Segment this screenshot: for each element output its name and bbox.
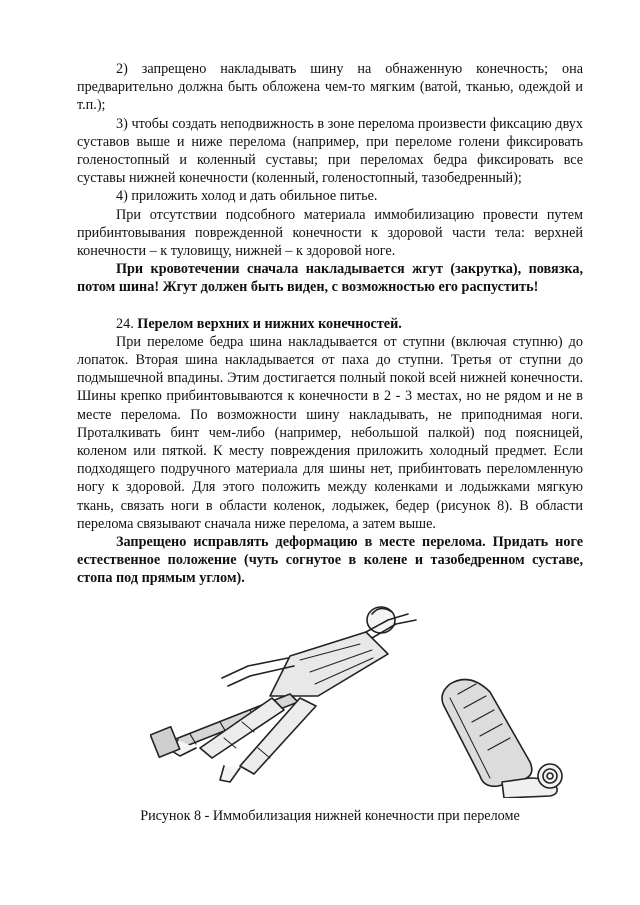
section-heading — [77, 315, 583, 333]
paragraph-no-material: При отсутствии подсобного материала иммобилизацию провести путем прибинтовывания поврежденной конечности к здоровой части тела: верхней конечности – к туловищу, нижней – к здоровой ноге. — [77, 206, 583, 260]
deformation-warning-text: Запрещено исправлять деформацию в месте перелома. Придать ноге естественное положение (чуть согнутое в колене и тазобедренном суставе, стопа под прямым углом). — [77, 534, 583, 587]
figure-8-illustration — [150, 598, 570, 798]
bleeding-warning-text: При кровотечении сначала накладывается жгут (закрутка), повязка, потом шина! Жгут должен быть виден, с возможностью его распустить! — [77, 261, 583, 296]
splinted-person-illustration-icon — [150, 598, 570, 798]
paragraph-deformation-warning — [77, 533, 583, 588]
lying-person-figure — [150, 607, 416, 782]
section-title: Перелом верхних и нижних конечностей. — [137, 315, 402, 332]
paragraph-rule-2: 2) запрещено накладывать шину на обнаженную конечность; она предварительно должна быть обложена чем-то мягким (ватой, тканью, одеждой и т.п.); — [77, 61, 583, 114]
text-block — [77, 60, 583, 588]
paragraph-femur-fracture: При переломе бедра шина накладывается от ступни (включая ступню) до лопаток. Вторая шина накладывается от паха до ступни. Третья от ступни до подмышечной впадины. Этим достигается полный покой всей нижней конечности. Шины крепко прибинтовываются к конечности в 2 - 3 местах, но не рядом и не в месте перелома. По возможности шину накладывать, не приподнимая ноги. Проталкивать бинт чем-либо (например, небольшой палкой) под поясницей, коленом или пяткой. К месту повреждения приложить холодный предмет. Если подходящего подручного материала для шины нет, прибинтовать переломленную ногу к здоровой. Для этого положить между коленками и лодыжками мягкую ткань, связать ноги в области коленок, лодыжек, бедер (рисунок 8). В области перелома связывают сначала ниже перелома, а затем выше. — [77, 333, 583, 532]
paragraph-rule-4: 4) приложить холод и дать обильное питье. — [116, 188, 378, 205]
paragraph-bleeding-warning — [77, 260, 583, 296]
section-number: 24. — [116, 315, 134, 332]
paragraph-rule-3: 3) чтобы создать неподвижность в зоне перелома произвести фиксацию двух суставов выше и ниже перелома (например, при переломе голени фиксировать голеностопный и коленный суставы; при переломах бедра фиксировать все суставы нижней конечности (коленный, голеностопный, тазобедренный); — [77, 115, 583, 187]
splinted-leg-figure — [442, 680, 562, 799]
figure-caption: Рисунок 8 - Иммобилизация нижней конечности при переломе — [140, 808, 520, 824]
